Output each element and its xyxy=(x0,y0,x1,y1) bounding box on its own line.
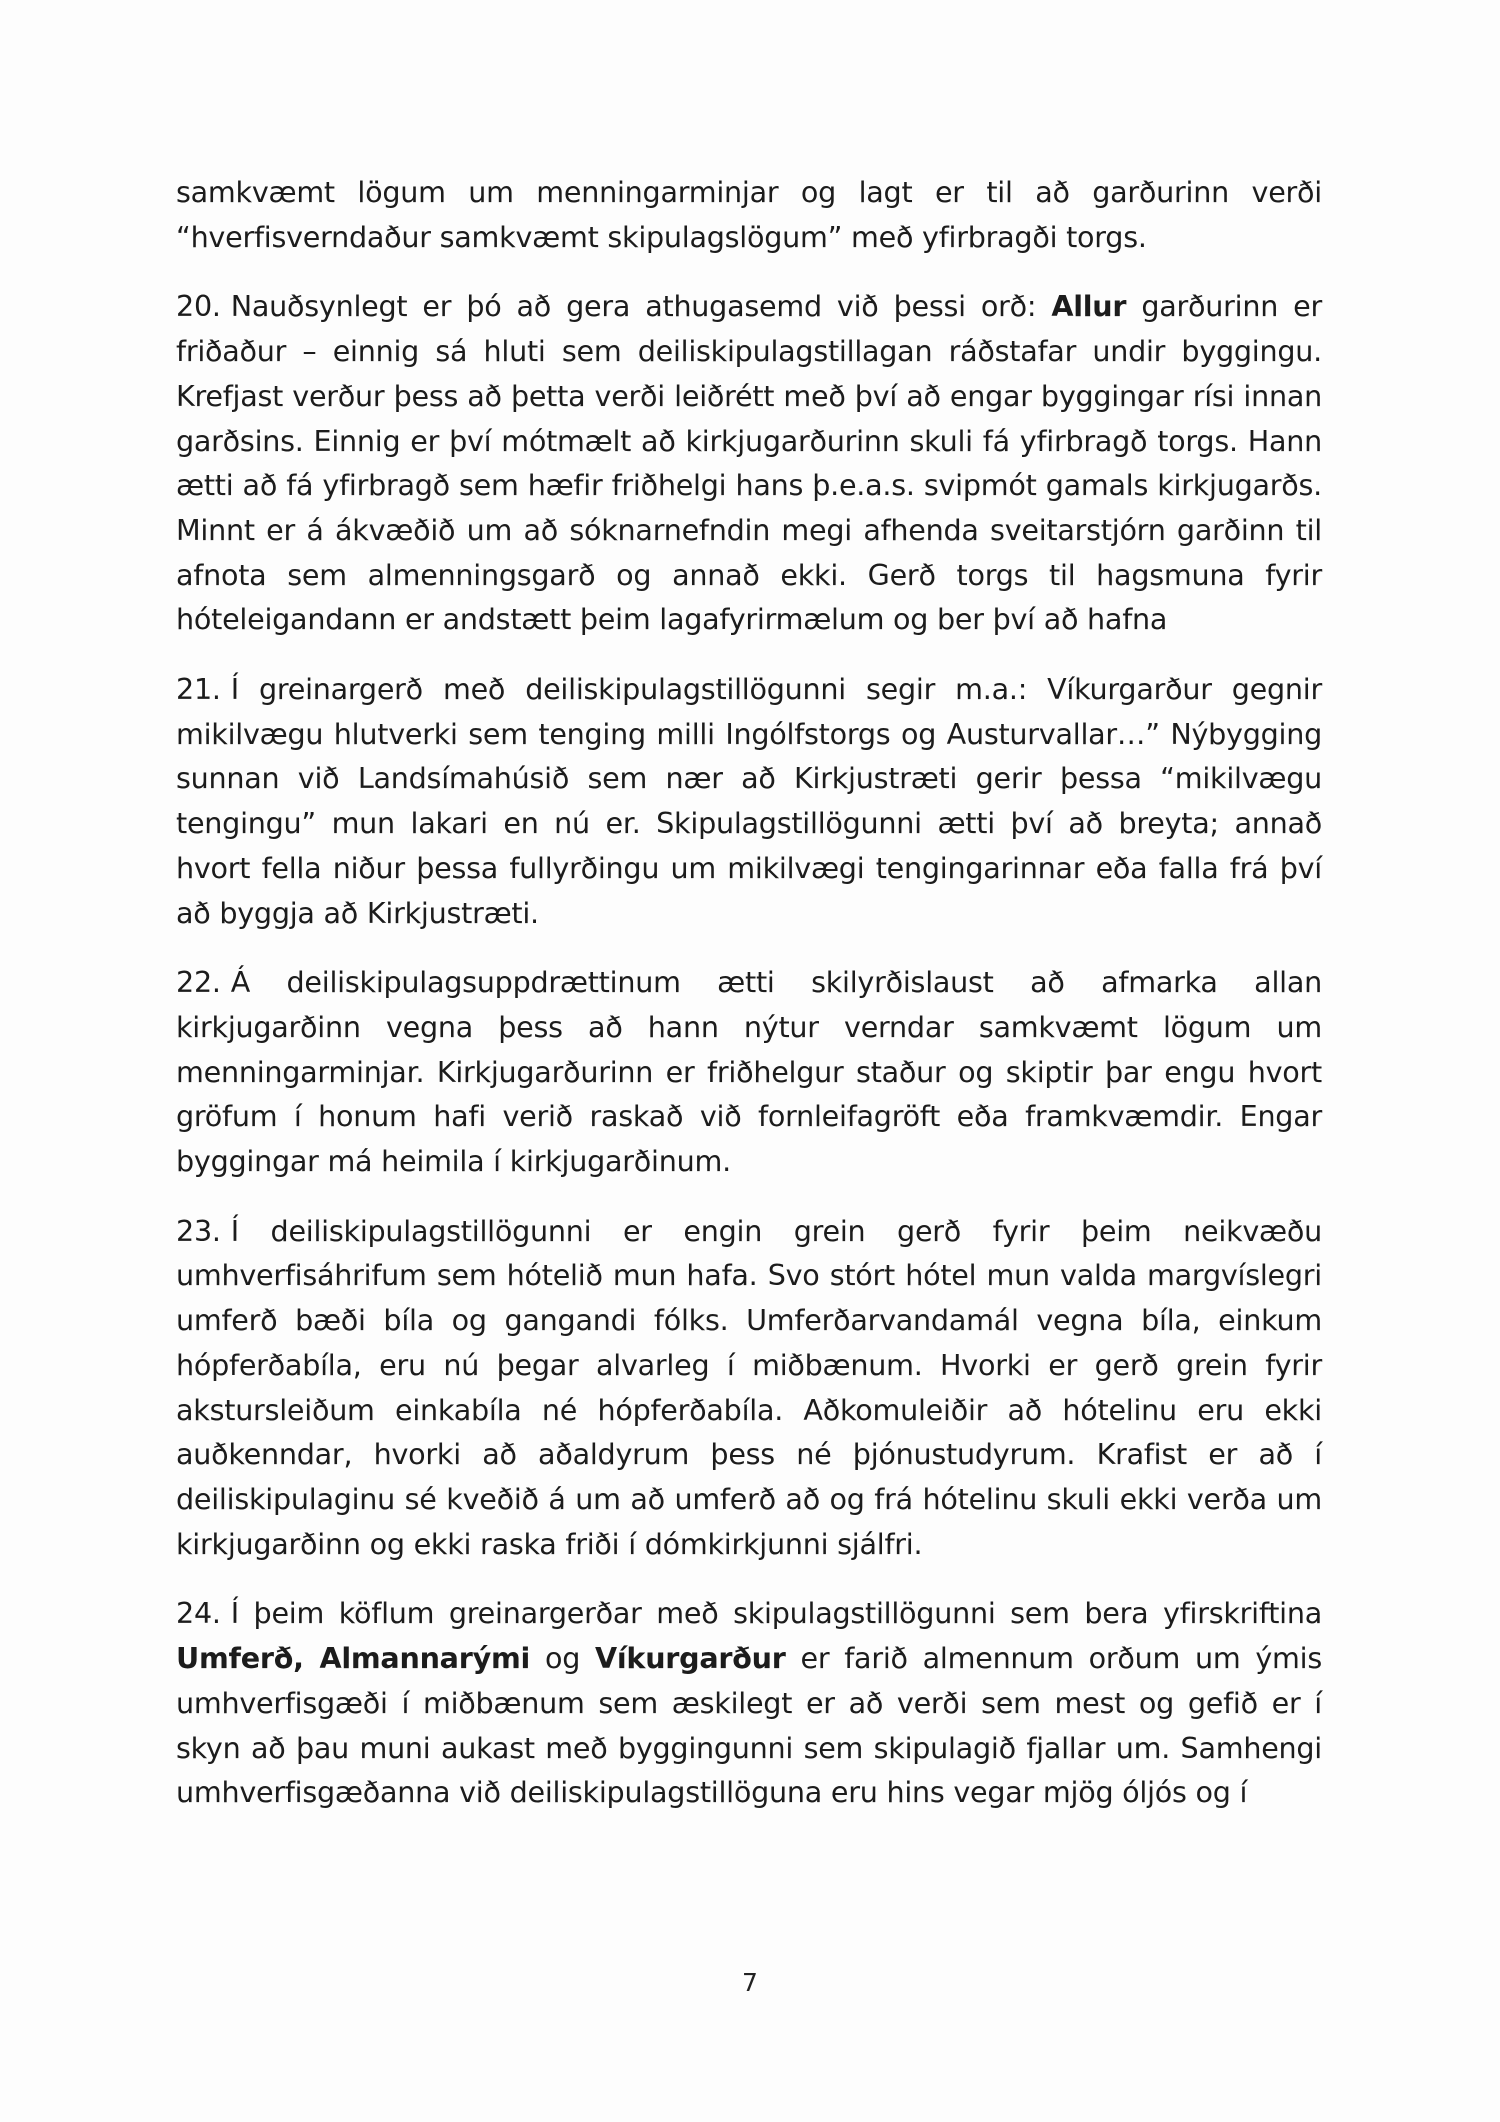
paragraph-20 xyxy=(176,284,1322,642)
paragraph-text: og xyxy=(530,1641,595,1676)
paragraph-24 xyxy=(176,1591,1322,1815)
emphasis-text: Allur xyxy=(1051,289,1127,324)
paragraph-text: er farið almennum orðum um ýmis umhverfisgæði í miðbænum sem æskilegt er að verði sem mest og gefið er í skyn að þau muni aukast með byggingunni sem skipulagið fjallar um. Samhengi umhverfisgæðanna við deiliskipulagstillöguna eru hins vegar mjög óljós og í xyxy=(176,1641,1322,1810)
page-number: 7 xyxy=(742,1968,758,1997)
paragraph-22 xyxy=(176,960,1322,1184)
paragraph-number: 24. xyxy=(176,1596,221,1631)
document-body xyxy=(176,170,1322,1815)
paragraph-number: 20. xyxy=(176,289,221,324)
paragraph-number: 21. xyxy=(176,672,221,707)
paragraph-number: 23. xyxy=(176,1213,221,1248)
paragraph-text: garðurinn er friðaður – einnig sá hluti sem deiliskipulagstillagan ráðstafar undir byggingu. Krefjast verður þess að þetta verði leiðrétt með því að engar byggingar rísi innan garðsins. Einnig er því mótmælt að kirkjugarðurinn skuli fá yfirbragð torgs. Hann ætti að fá yfirbragð sem hæfir friðhelgi hans þ.e.a.s. svipmót gamals kirkjugarðs. Minnt er á ákvæðið um að sóknarnefndin megi afhenda sveitarstjórn garðinn til afnota sem almenningsgarð og annað ekki. Gerð torgs til hagsmuna fyrir hóteleigandann er andstætt þeim lagafyrirmælum og ber því að hafna xyxy=(176,289,1322,637)
emphasis-text: Víkurgarður xyxy=(595,1641,786,1676)
paragraph-23 xyxy=(176,1209,1322,1567)
paragraph-21 xyxy=(176,667,1322,935)
paragraph-number: 22. xyxy=(176,965,221,1000)
paragraph-intro xyxy=(176,170,1322,259)
emphasis-text: Umferð, Almannarými xyxy=(176,1641,531,1676)
paragraph-intro-text: samkvæmt lögum um menningarminjar og lagt er til að garðurinn verði “hverfisverndaður samkvæmt skipulagslögum” með yfirbragði torgs. xyxy=(176,175,1322,254)
paragraph-text: Í greinargerð með deiliskipulagstillögunni segir m.a.: Víkurgarður gegnir mikilvægu hlutverki sem tenging milli Ingólfstorgs og Austurvallar…” Nýbygging sunnan við Landsímahúsið sem nær að Kirkjustræti gerir þessa “mikilvægu tengingu” mun lakari en nú er. Skipulagstillögunni ætti því að breyta; annað hvort fella niður þessa fullyrðingu um mikilvægi tengingarinnar eða falla frá því að byggja að Kirkjustræti. xyxy=(176,672,1322,930)
paragraph-text: Í deiliskipulagstillögunni er engin grein gerð fyrir þeim neikvæðu umhverfisáhrifum sem hótelið mun hafa. Svo stórt hótel mun valda margvíslegri umferð bæði bíla og gangandi fólks. Umferðarvandamál vegna bíla, einkum hópferðabíla, eru nú þegar alvarleg í miðbænum. Hvorki er gerð grein fyrir akstursleiðum einkabíla né hópferðabíla. Aðkomuleiðir að hótelinu eru ekki auðkenndar, hvorki að aðaldyrum þess né þjónustudyrum. Krafist er að í deiliskipulaginu sé kveðið á um að umferð að og frá hótelinu skuli ekki verða um kirkjugarðinn og ekki raska friði í dómkirkjunni sjálfri. xyxy=(176,1213,1322,1561)
paragraph-text: Nauðsynlegt er þó að gera athugasemd við þessi orð: xyxy=(230,289,1052,324)
paragraph-text: Á deiliskipulagsuppdrættinum ætti skilyrðislaust að afmarka allan kirkjugarðinn vegna þess að hann nýtur verndar samkvæmt lögum um menningarminjar. Kirkjugarðurinn er friðhelgur staður og skiptir þar engu hvort gröfum í honum hafi verið raskað við fornleifagröft eða framkvæmdir. Engar byggingar má heimila í kirkjugarðinum. xyxy=(176,965,1322,1179)
paragraph-text: Í þeim köflum greinargerðar með skipulagstillögunni sem bera yfirskriftina xyxy=(230,1596,1322,1631)
